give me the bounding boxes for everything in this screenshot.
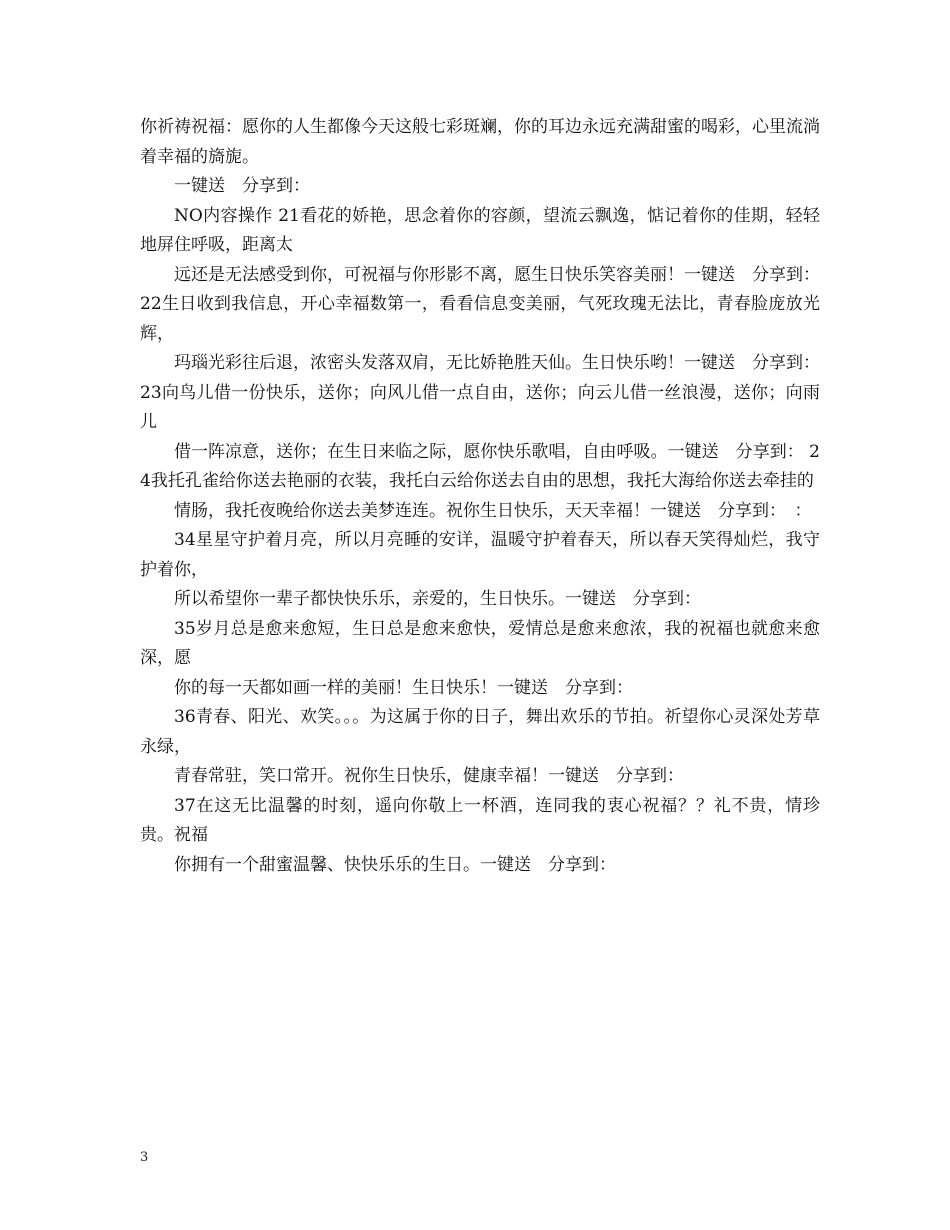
paragraph-8: 34星星守护着月亮，所以月亮睡的安详，温暖守护着春天，所以春天笑得灿烂，我守护着你，: [140, 530, 820, 580]
paragraph-7: 情肠，我托夜晚给你送去美梦连连。祝你生日快乐，天天幸福！一键送 分享到： ：: [174, 500, 812, 521]
paragraph-12: 36青春、阳光、欢笑。。。为这属于你的日子，舞出欢乐的节拍。祈望你心灵深处芳草永绿，: [140, 707, 820, 757]
paragraph-9: 所以希望你一辈子都快快乐乐，亲爱的，生日快乐。一键送 分享到：: [174, 589, 701, 609]
document-body: [140, 113, 826, 880]
paragraph-11: 你的每一天都如画一样的美丽！生日快乐！一键送 分享到：: [174, 677, 633, 698]
paragraph-15: 你拥有一个甜蜜温馨、快快乐乐的生日。一键送 分享到：: [174, 854, 616, 875]
page-number: 3: [140, 1150, 149, 1165]
paragraph-10: 35岁月总是愈来愈短，生日总是愈来愈快，爱情总是愈来愈浓，我的祝福也就愈来愈深，愿: [140, 618, 820, 668]
paragraph-4: 远还是无法感受到你，可祝福与你形影不离，愿生日快乐笑容美丽！一键送 分享到： 22生日收到我信息，开心幸福数第一，看看信息变美丽，气死玫瑰无法比，青春脸庞放光辉，: [140, 264, 826, 344]
paragraph-6: 借一阵凉意，送你；在生日来临之际，愿你快乐歌唱，自由呼吸。一键送 分享到： 24我托孔雀给你送去艳丽的衣装，我托白云给你送去自由的思想，我托大海给你送去牵挂的: [140, 441, 820, 491]
paragraph-1: 你祈祷祝福：愿你的人生都像今天这般七彩斑斓，你的耳边永远充满甜蜜的喝彩，心里流淌着幸福的旖旎。: [140, 117, 820, 167]
paragraph-13: 青春常驻，笑口常开。祝你生日快乐，健康幸福！一键送 分享到：: [174, 766, 684, 786]
paragraph-2: 一键送 分享到：: [174, 176, 310, 196]
paragraph-5: 玛瑙光彩往后退，浓密头发落双肩，无比娇艳胜天仙。生日快乐哟！一键送 分享到： 23向鸟儿借一份快乐，送你；向风儿借一点自由，送你；向云儿借一丝浪漫，送你；向雨儿: [140, 353, 826, 432]
paragraph-3: NO内容操作 21看花的娇艳，思念着你的容颜，望流云飘逸，惦记着你的佳期，轻轻地屏住呼吸，距离太: [140, 205, 820, 255]
paragraph-14: 37在这无比温馨的时刻，遥向你敬上一杯酒，连同我的衷心祝福？？礼不贵，情珍贵。祝福: [140, 795, 820, 845]
